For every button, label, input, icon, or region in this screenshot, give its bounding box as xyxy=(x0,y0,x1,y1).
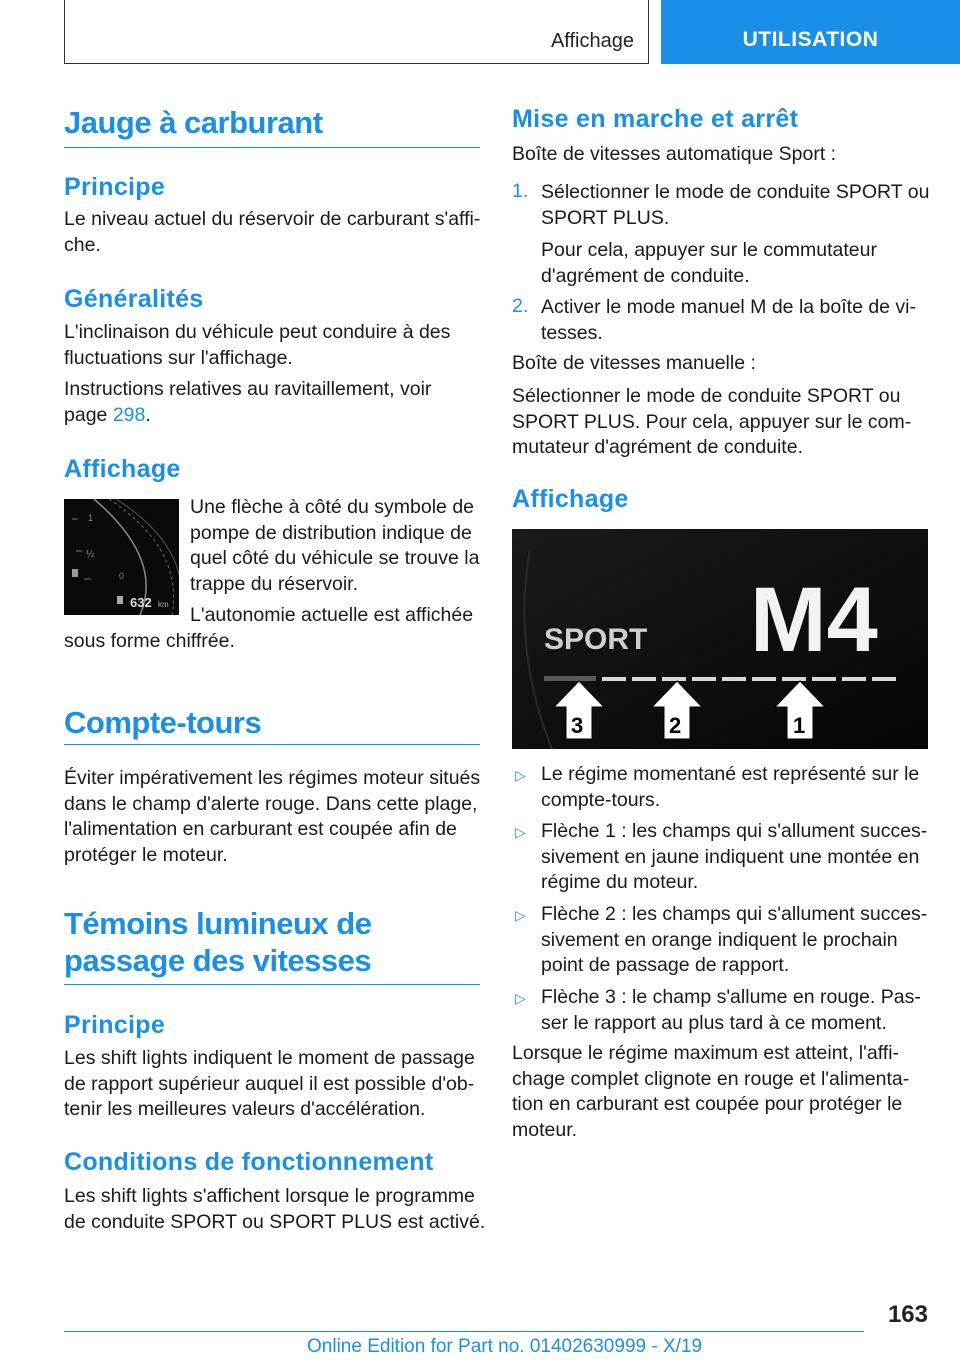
footer-rule xyxy=(64,1331,864,1332)
principe-title: Principe xyxy=(64,173,166,201)
shift-lights-display-image xyxy=(512,529,928,749)
arrow-2-label: 2 xyxy=(669,713,682,738)
auto-gearbox-label: Boîte de vitesses automatique Sport : xyxy=(512,143,837,165)
bullet-triangle-icon: ▷ xyxy=(515,824,526,840)
display-mode-label: SPORT xyxy=(544,623,648,656)
rpm-text: Éviter impérativement les régimes moteur situés dans le champ d'alerte rouge. Dans cette plage, l'alimentation en carburant est coupée afin de protéger le moteur. xyxy=(64,767,481,866)
bullet-text: Flèche 2 : les champs qui s'allument succes‐ sivement en orange indiquent le prochain point de passage de rapport. xyxy=(541,903,928,976)
affichage-text: Une flèche à côté du symbole de pompe de distribution indique de quel côté du véhicule se trouve la trappe du réservoir. L'autonomie actuelle est affichée xyxy=(190,496,480,626)
generalites-text: L'inclinaison du véhicule peut conduire à des fluctuations sur l'affichage. xyxy=(64,321,451,369)
manual-gearbox-text: Sélectionner le mode de conduite SPORT ou SPORT PLUS. Pour cela, appuyer sur le com‐ mutateur d'agrément de conduite. xyxy=(512,385,912,458)
conditions-title: Conditions de fonctionnement xyxy=(64,1148,434,1176)
fuel-pump-icon xyxy=(72,569,78,577)
title-rule xyxy=(64,984,480,985)
step-1-text: Sélectionner le mode de conduite SPORT ou SPORT PLUS. Pour cela, appuyer sur le commutateur d'agrément de conduite. xyxy=(541,181,930,287)
affichage-title: Affichage xyxy=(64,455,181,483)
bullet-text: Flèche 1 : les champs qui s'allument succes‐ sivement en jaune indiquent une montée en régime du moteur. xyxy=(541,820,928,893)
generalites-title: Généralités xyxy=(64,285,204,313)
principe-text: Le niveau actuel du réservoir de carburant s'affi‐ che. xyxy=(64,208,481,256)
principe2-text: Les shift lights indiquent le moment de passage de rapport supérieur auquel il est possible d'ob‐ tenir les meilleures valeurs d'accélération. xyxy=(64,1047,475,1120)
header-tab-label: UTILISATION xyxy=(742,28,879,51)
instructions-text: Instructions relatives au ravitaillement, voir page 298. xyxy=(64,378,432,426)
mise-en-marche-title: Mise en marche et arrêt xyxy=(512,105,799,133)
step-number: 1. xyxy=(512,180,529,202)
title-rule xyxy=(64,147,480,148)
title-rule xyxy=(64,744,480,745)
header-section-title: Affichage xyxy=(550,30,634,52)
header-tab[interactable] xyxy=(661,0,960,64)
gauge-label-one: 1 xyxy=(88,513,94,523)
affichage-right-title: Affichage xyxy=(512,485,629,513)
manual-gearbox-label: Boîte de vitesses manuelle : xyxy=(512,352,756,374)
affichage-text-last: sous forme chiffrée. xyxy=(64,630,235,652)
fuel-pump-small-icon xyxy=(117,596,123,604)
gauge-label-zero: 0 xyxy=(119,571,125,581)
conditions-text: Les shift lights s'affichent lorsque le programme de conduite SPORT ou SPORT PLUS est activé. xyxy=(64,1185,486,1233)
footer-edition: Online Edition for Part no. 01402630999 - X/19 xyxy=(307,1336,703,1357)
arrow-3-label: 3 xyxy=(571,713,584,738)
gauge-range-unit: km xyxy=(158,600,169,609)
fuel-gauge-image xyxy=(64,499,179,615)
fuel-gauge-title: Jauge à carburant xyxy=(64,105,323,140)
bullet-triangle-icon: ▷ xyxy=(515,907,526,923)
page-link[interactable]: 298 xyxy=(112,403,146,426)
bullet-text: Le régime momentané est représenté sur le compte-tours. xyxy=(541,763,920,811)
rpm-title: Compte-tours xyxy=(64,705,262,740)
arrow-1-label: 1 xyxy=(793,713,806,738)
step-2-text: Activer le mode manuel M de la boîte de vi‐ tesses. xyxy=(541,296,917,344)
gauge-label-half: ½ xyxy=(86,549,95,560)
bullet-triangle-icon: ▷ xyxy=(515,990,526,1006)
bullet-text: Flèche 3 : le champ s'allume en rouge. Pas‐ ser le rapport au plus tard à ce moment. xyxy=(541,986,921,1034)
final-text: Lorsque le régime maximum est atteint, l'affi‐ chage complet clignote en rouge et l'alimenta‐ tion en carburant est coupée pour protéger le moteur. xyxy=(512,1042,910,1141)
bullet-triangle-icon: ▷ xyxy=(515,767,526,783)
principe2-title: Principe xyxy=(64,1011,166,1039)
step-number: 2. xyxy=(512,295,529,317)
shift-lights-title: Témoins lumineux de passage des vitesses xyxy=(64,906,372,978)
gauge-range-value: 632 xyxy=(130,595,152,610)
display-gear-label: M4 xyxy=(750,569,878,671)
page-number: 163 xyxy=(887,1301,928,1328)
